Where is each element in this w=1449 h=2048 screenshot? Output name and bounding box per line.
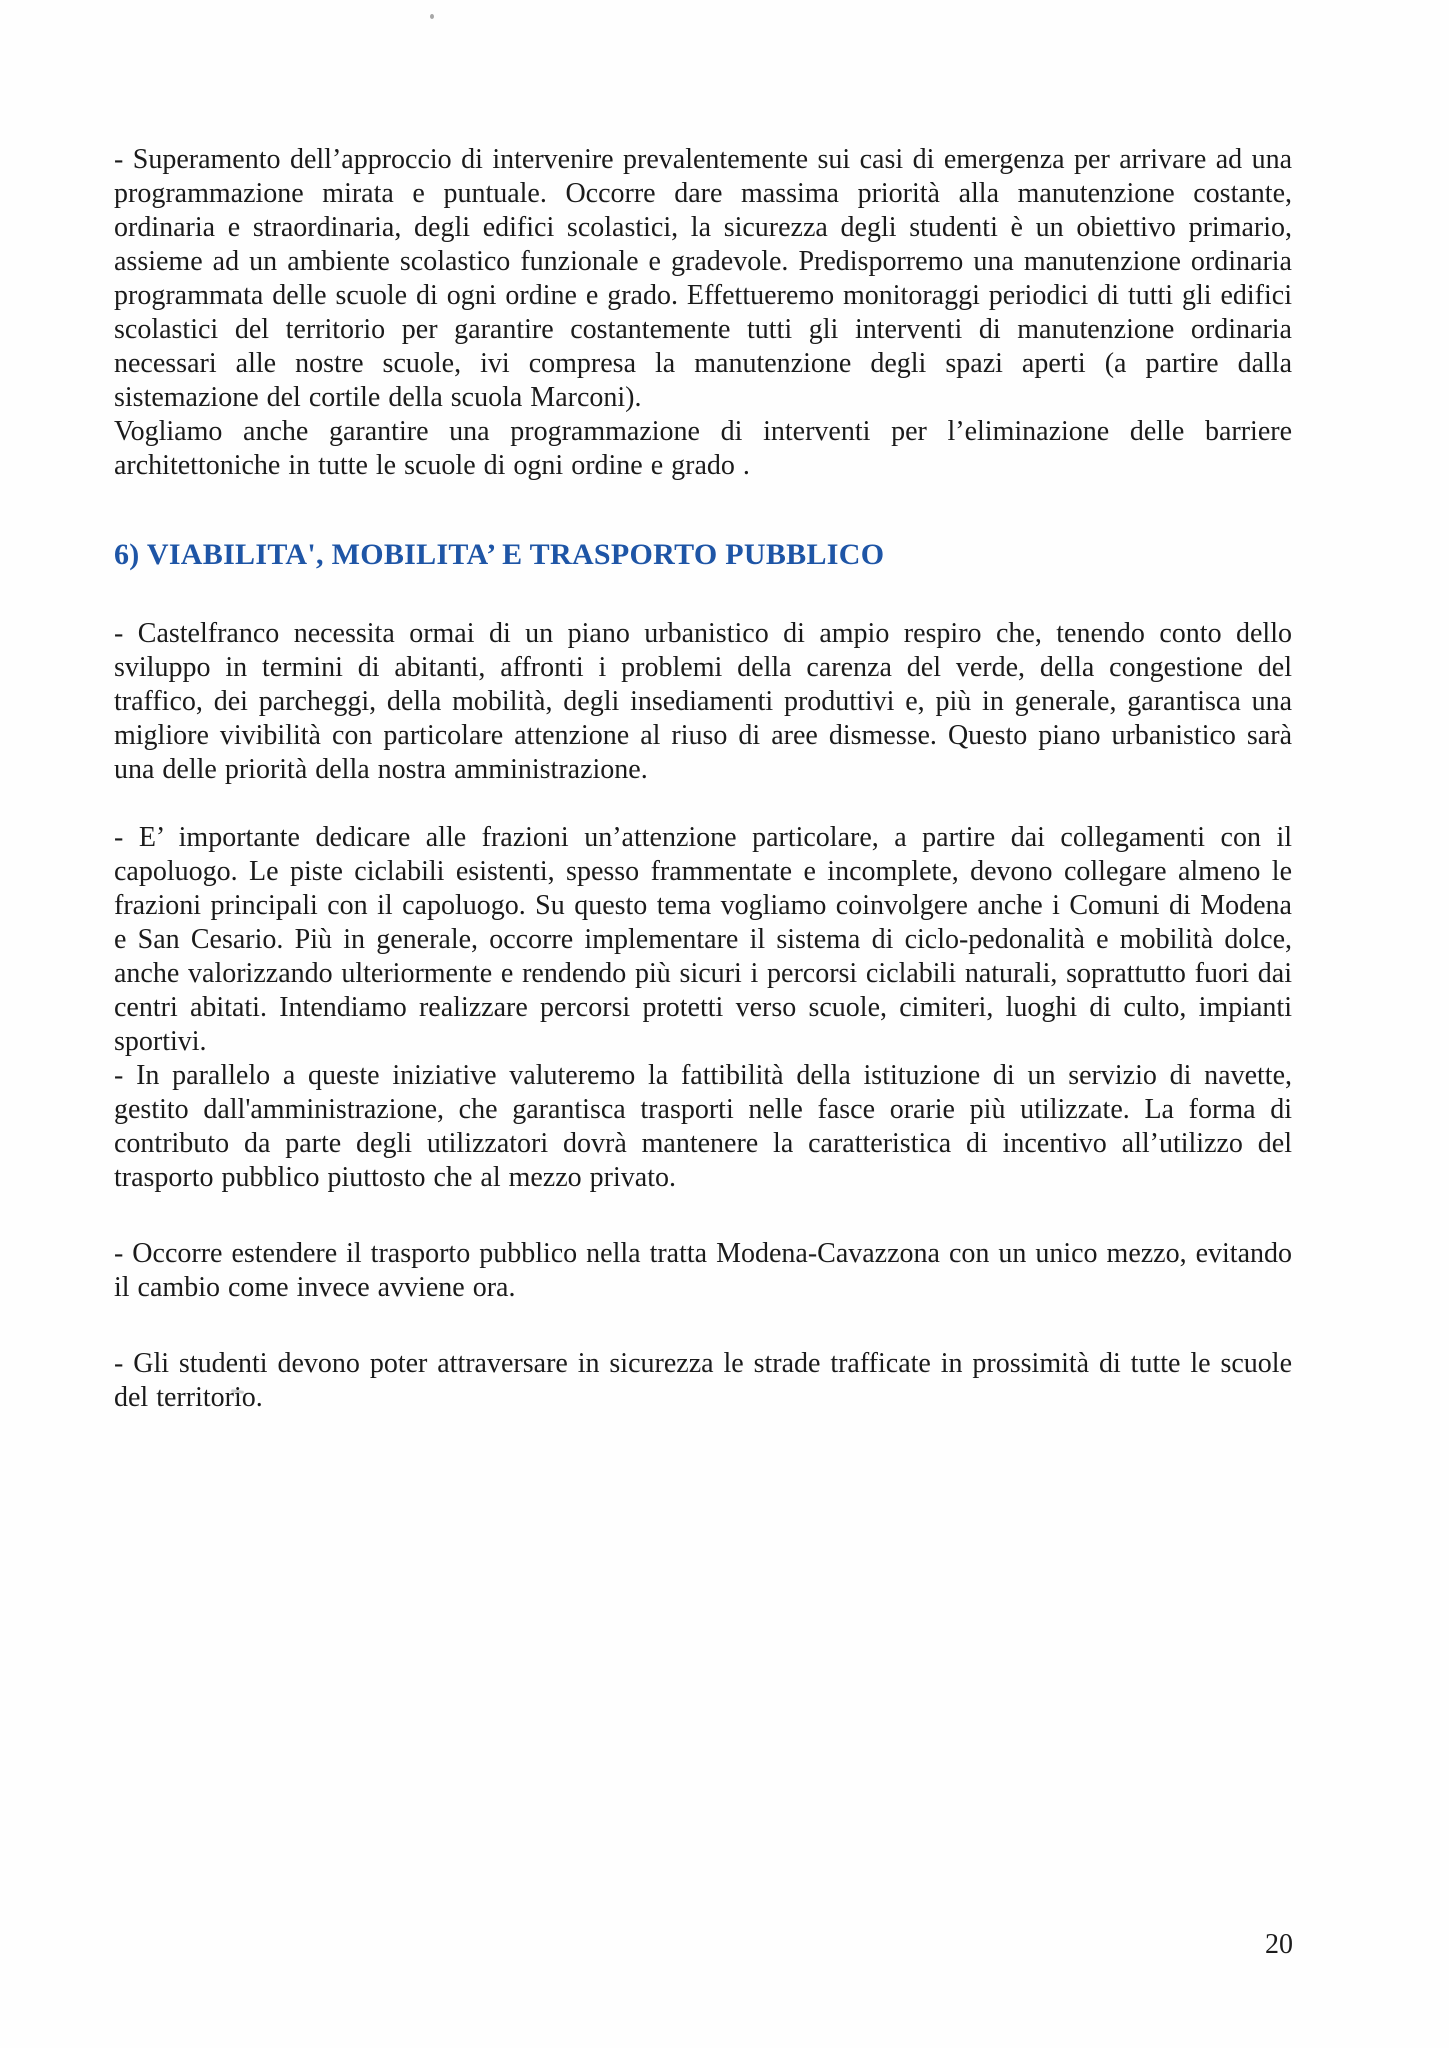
page-number: 20	[1265, 1929, 1293, 1960]
paragraph-maintenance: - Superamento dell’approccio di intervenire prevalentemente sui casi di emergenza per arrivare ad una programmazione mirata e puntuale. Occorre dare massima priorità alla manutenzione costante, ordinaria e straordinaria, degli edifici scolastici, la sicurezza degli studenti è un obiettivo primario, assieme ad un ambiente scolastico funzionale e gradevole. Predisporremo una manutenzione ordinaria programmata delle scuole di ogni ordine e grado. Effettueremo monitoraggi periodici di tutti gli edifici scolastici del territorio per garantire costantemente tutti gli interventi di manutenzione ordinaria necessari alle nostre scuole, ivi compresa la manutenzione degli spazi aperti (a partire dalla sistemazione del cortile della scuola Marconi).	[114, 144, 1292, 413]
students-safety-section	[114, 1347, 1292, 1415]
paragraph-public-transport: - Occorre estendere il trasporto pubblico nella tratta Modena-Cavazzona con un unico mezzo, evitando il cambio come invece avviene ora.	[114, 1238, 1292, 1303]
paragraph-students-safety: - Gli studenti devono poter attraversare in sicurezza le strade trafficate in prossimità di tutte le scuole del territorio.	[114, 1348, 1292, 1413]
page-content	[114, 143, 1292, 1415]
paragraph-cycle-paths: - E’ importante dedicare alle frazioni un’attenzione particolare, a partire dai collegamenti con il capoluogo. Le piste ciclabili esistenti, spesso frammentate e incomplete, devono collegare almeno le frazioni principali con il capoluogo. Su questo tema vogliamo coinvolgere anche i Comuni di Modena e San Cesario. Più in generale, occorre implementare il sistema di ciclo-pedonalità e mobilità dolce, anche valorizzando ulteriormente e rendendo più sicuri i percorsi ciclabili naturali, soprattutto fuori dai centri abitati. Intendiamo realizzare percorsi protetti verso scuole, cimiteri, luoghi di culto, impianti sportivi.	[114, 822, 1292, 1057]
cycling-mobility-section	[114, 821, 1292, 1195]
section-heading: 6) VIABILITA', MOBILITA’ E TRASPORTO PUBBLICO	[114, 538, 885, 571]
paragraph-urban-plan: - Castelfranco necessita ormai di un piano urbanistico di ampio respiro che, tenendo conto dello sviluppo in termini di abitanti, affronti i problemi della carenza del verde, della congestione del traffico, dei parcheggi, della mobilità, degli insediamenti produttivi e, più in generale, garantisca una migliore vivibilità con particolare attenzione al riuso di aree dismesse. Questo piano urbanistico sarà una delle priorità della nostra amministrazione.	[114, 618, 1292, 785]
public-transport-section	[114, 1237, 1292, 1305]
paragraph-shuttle-service: - In parallelo a queste iniziative valuteremo la fattibilità della istituzione di un servizio di navette, gestito dall'amministrazione, che garantisca trasporti nelle fasce orarie più utilizzate. La forma di contributo da parte degli utilizzatori dovrà mantenere la caratteristica di incentivo all’utilizzo del trasporto pubblico piuttosto che al mezzo privato.	[114, 1060, 1292, 1193]
paragraph-architectural-barriers: Vogliamo anche garantire una programmazione di interventi per l’eliminazione delle barriere architettoniche in tutte le scuole di ogni ordine e grado .	[114, 416, 1292, 481]
scan-artifact-dot	[430, 14, 434, 19]
urban-plan-section	[114, 617, 1292, 787]
schools-maintenance-section	[114, 143, 1292, 483]
